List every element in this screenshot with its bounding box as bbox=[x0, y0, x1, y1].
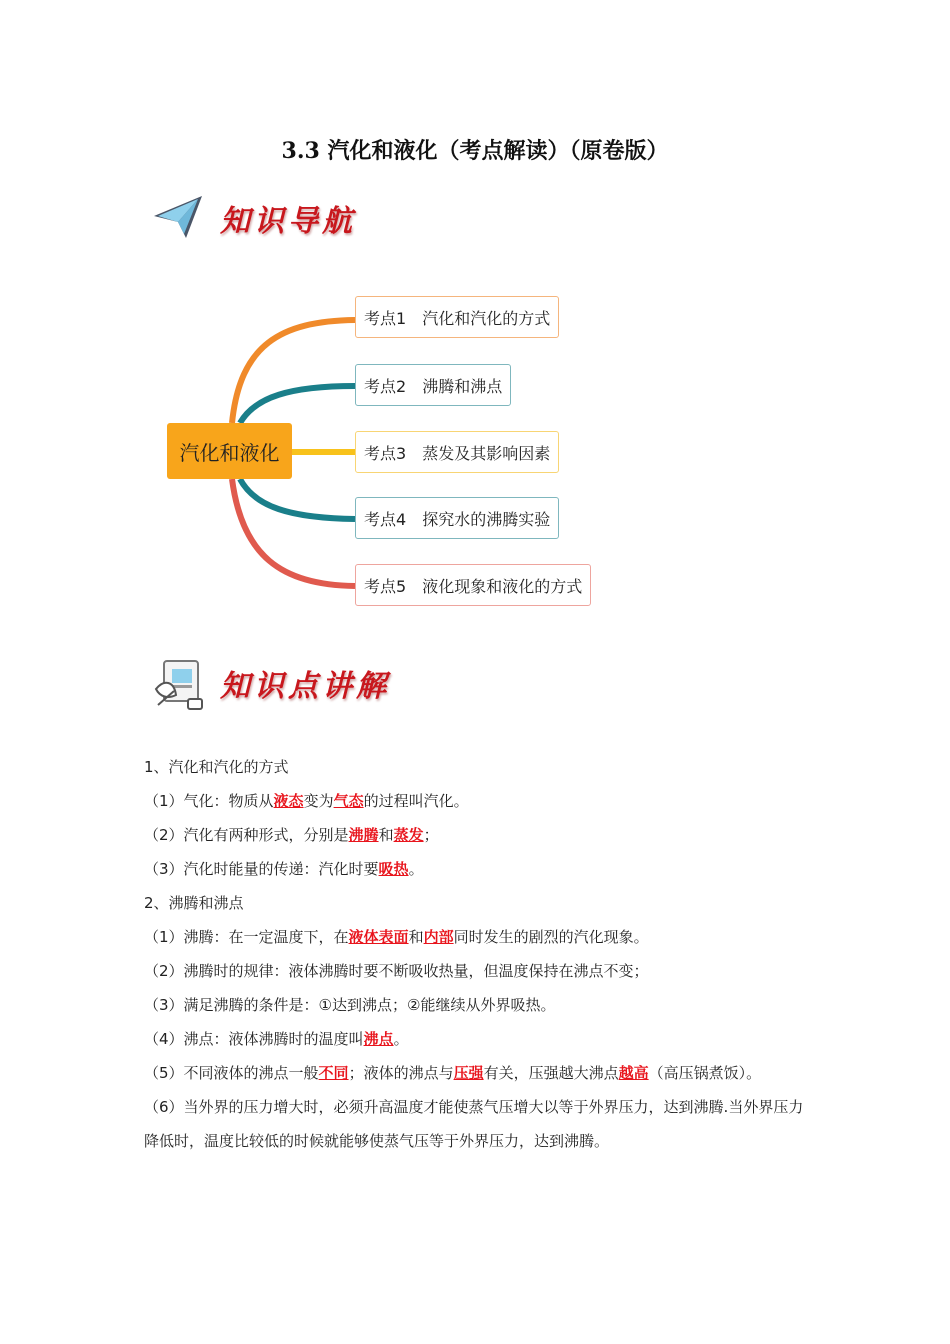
text: （2）汽化有两种形式，分别是 bbox=[144, 826, 349, 844]
content-line bbox=[144, 818, 804, 852]
branch-code: 考点1 bbox=[364, 308, 407, 328]
key-term: 液体表面 bbox=[348, 928, 409, 946]
key-term: 沸腾 bbox=[348, 826, 379, 844]
branch-text: 沸腾和沸点 bbox=[422, 376, 503, 396]
text: 变为 bbox=[303, 792, 334, 810]
section-heading-1: 1、汽化和汽化的方式 bbox=[144, 758, 289, 776]
knowledge-content bbox=[144, 750, 804, 1158]
branch-text: 探究水的沸腾实验 bbox=[422, 509, 551, 529]
text: （5）不同液体的沸点一般 bbox=[144, 1064, 319, 1082]
key-term: 越高 bbox=[618, 1064, 649, 1082]
mindmap-branch-5 bbox=[355, 564, 591, 606]
key-term: 吸热 bbox=[378, 860, 409, 878]
paper-plane-icon bbox=[150, 190, 210, 246]
mindmap-branch-2 bbox=[355, 364, 511, 406]
banner-title: 知识导航 bbox=[220, 204, 356, 239]
content-line bbox=[144, 920, 804, 954]
branch-text: 液化现象和液化的方式 bbox=[422, 576, 583, 596]
text: 同时发生的剧烈的汽化现象。 bbox=[453, 928, 649, 946]
key-term: 沸点 bbox=[363, 1030, 394, 1048]
page-title: 3.3 汽化和液化（考点解读）（原卷版） bbox=[281, 138, 669, 164]
content-line: （2）沸腾时的规律：液体沸腾时要不断吸收热量，但温度保持在沸点不变； bbox=[144, 962, 649, 980]
key-term: 内部 bbox=[423, 928, 454, 946]
text: （1）气化：物质从 bbox=[144, 792, 274, 810]
content-line bbox=[144, 784, 804, 818]
banner-title: 知识点讲解 bbox=[220, 669, 390, 704]
content-line bbox=[144, 1022, 804, 1056]
key-term: 压强 bbox=[453, 1064, 484, 1082]
section-heading-2: 2、沸腾和沸点 bbox=[144, 894, 244, 912]
key-term: 液态 bbox=[273, 792, 304, 810]
text: 的过程叫汽化。 bbox=[363, 792, 469, 810]
branch-code: 考点3 bbox=[364, 443, 407, 463]
content-line: （6）当外界的压力增大时，必须升高温度才能使蒸气压增大以等于外界压力，达到沸腾.当外界压力降低时，温度比较低的时候就能够使蒸气压等于外界压力，达到沸腾。 bbox=[144, 1098, 804, 1150]
text: （3）汽化时能量的传递：汽化时要 bbox=[144, 860, 379, 878]
key-term: 不同 bbox=[318, 1064, 349, 1082]
text: （1）沸腾：在一定温度下，在 bbox=[144, 928, 349, 946]
mindmap bbox=[160, 285, 620, 625]
text: 有关，压强越大沸点 bbox=[483, 1064, 619, 1082]
branch-code: 考点4 bbox=[364, 509, 407, 529]
key-term: 气态 bbox=[333, 792, 364, 810]
mindmap-branch-1 bbox=[355, 296, 559, 338]
key-term: 蒸发 bbox=[393, 826, 424, 844]
scroll-quill-icon bbox=[150, 655, 210, 711]
text: 。 bbox=[408, 860, 424, 878]
content-line: （3）满足沸腾的条件是：①达到沸点；②能继续从外界吸热。 bbox=[144, 996, 556, 1014]
mindmap-center-node: 汽化和液化 bbox=[167, 423, 292, 479]
content-line bbox=[144, 1056, 804, 1090]
knowledge-nav-banner bbox=[150, 190, 356, 246]
content-line bbox=[144, 852, 804, 886]
text: ；液体的沸点与 bbox=[348, 1064, 454, 1082]
text: （高压锅煮饭）。 bbox=[648, 1064, 762, 1082]
mindmap-branch-4 bbox=[355, 497, 559, 539]
branch-code: 考点2 bbox=[364, 376, 407, 396]
text: 和 bbox=[408, 928, 424, 946]
mindmap-branch-3 bbox=[355, 431, 559, 473]
branch-code: 考点5 bbox=[364, 576, 407, 596]
text: 和 bbox=[378, 826, 394, 844]
branch-text: 蒸发及其影响因素 bbox=[422, 443, 551, 463]
text: 。 bbox=[393, 1030, 409, 1048]
connector-4 bbox=[240, 479, 355, 519]
connector-2 bbox=[240, 386, 355, 423]
text: ； bbox=[423, 826, 439, 844]
knowledge-explain-banner bbox=[150, 655, 390, 711]
text: （4）沸点：液体沸腾时的温度叫 bbox=[144, 1030, 364, 1048]
branch-text: 汽化和汽化的方式 bbox=[422, 308, 551, 328]
